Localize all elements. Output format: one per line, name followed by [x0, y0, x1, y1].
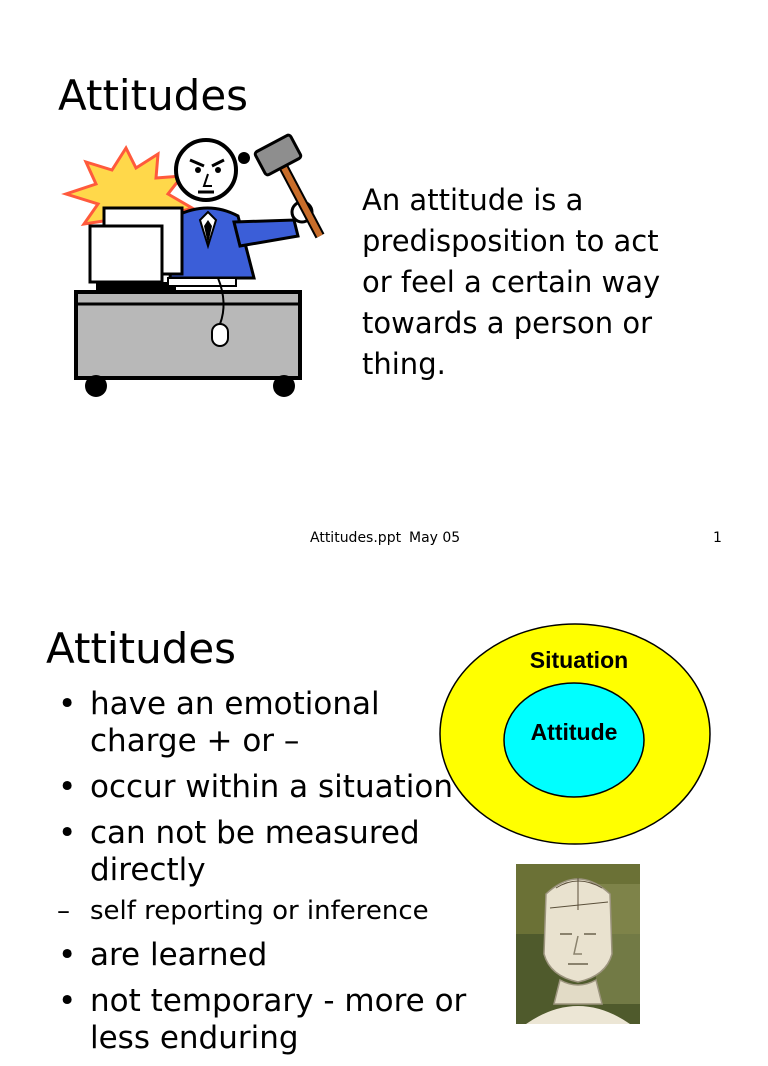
situation-attitude-diagram: [436, 620, 716, 850]
phrenology-head-bust-icon: [516, 864, 640, 1024]
attitude-label: Attitude: [530, 719, 618, 745]
sub-bullet-item: – self reporting or inference: [57, 896, 429, 926]
slide-1-title: Attitudes: [58, 71, 249, 120]
footer-filename: Attitudes.ppt: [310, 530, 402, 546]
bullet-list: [48, 686, 468, 1066]
angry-man-with-gavel-at-computer-icon: [58, 128, 330, 400]
footer-date: May 05: [409, 530, 461, 546]
footer-page-number: 1: [713, 530, 722, 546]
bullet-item: • not temporary - more or less enduring: [58, 983, 467, 1056]
bullet-item: • occur within a situation: [58, 769, 453, 805]
bullet-item: • have an emotional charge + or –: [58, 686, 380, 759]
attitude-definition: An attitude is a predisposition to act or feel a certain way towards a person or thing.: [362, 183, 661, 381]
slide-2-title: Attitudes: [46, 624, 237, 673]
bullet-item: • are learned: [58, 937, 268, 973]
situation-label: Situation: [529, 647, 629, 673]
bullet-item: • can not be measured directly: [58, 815, 420, 888]
